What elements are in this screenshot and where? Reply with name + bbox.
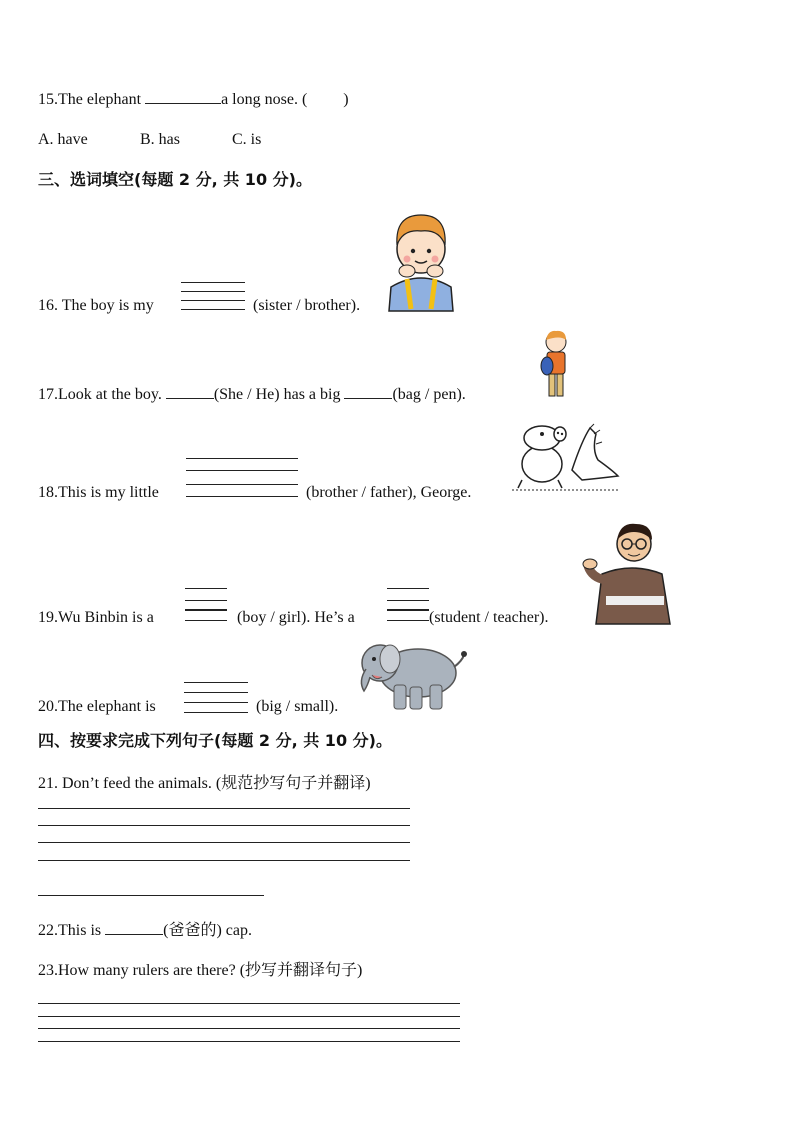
- q23-text: 23.How many rulers are there? (抄写并翻译句子): [38, 962, 363, 979]
- q15-prefix: 15.The elephant: [38, 91, 142, 108]
- q17-prefix: 17.Look at the boy.: [38, 386, 162, 403]
- question-15: [38, 88, 349, 110]
- q21-text: 21. Don’t feed the animals. (规范抄写句子并翻译): [38, 775, 371, 792]
- boy-portrait-image: [385, 209, 457, 313]
- q18-choices: (brother / father), George.: [306, 484, 472, 501]
- q17-blank-2[interactable]: [344, 383, 392, 399]
- q16-choices: (sister / brother).: [253, 297, 361, 314]
- teacher-man-image: [582, 518, 672, 626]
- q22-blank[interactable]: [105, 919, 163, 935]
- q19-mid: (boy / girl). He’s a: [237, 609, 355, 626]
- question-17: [38, 383, 466, 405]
- q15-option-a: A. have: [38, 131, 88, 148]
- section-4-heading: 四、按要求完成下列句子(每题 2 分, 共 10 分)。: [38, 731, 392, 750]
- q15-blank[interactable]: [145, 88, 221, 104]
- q19-choices: (student / teacher).: [429, 609, 549, 626]
- q17-mid: (She / He) has a big: [213, 386, 341, 403]
- q15-close: ): [343, 91, 349, 108]
- question-22: [38, 919, 252, 941]
- section-3-heading: 三、选词填空(每题 2 分, 共 10 分)。: [38, 170, 312, 189]
- q15-option-c: C. is: [232, 131, 262, 148]
- q22-prefix: 22.This is: [38, 922, 102, 939]
- q18-prefix: 18.This is my little: [38, 484, 159, 501]
- q20-choices: (big / small).: [256, 698, 339, 715]
- q17-blank-1[interactable]: [166, 383, 214, 399]
- schoolboy-with-bag-image: [538, 328, 574, 400]
- q22-suffix: (爸爸的) cap.: [163, 922, 252, 939]
- q19-prefix: 19.Wu Binbin is a: [38, 609, 154, 626]
- q15-suffix: a long nose. (: [221, 91, 308, 108]
- elephant-image: [354, 637, 468, 713]
- q15-option-b: B. has: [140, 131, 180, 148]
- q17-choices: (bag / pen).: [392, 386, 466, 403]
- q20-prefix: 20.The elephant is: [38, 698, 156, 715]
- q16-prefix: 16. The boy is my: [38, 297, 154, 314]
- pig-with-toy-dinosaur-image: [512, 420, 620, 494]
